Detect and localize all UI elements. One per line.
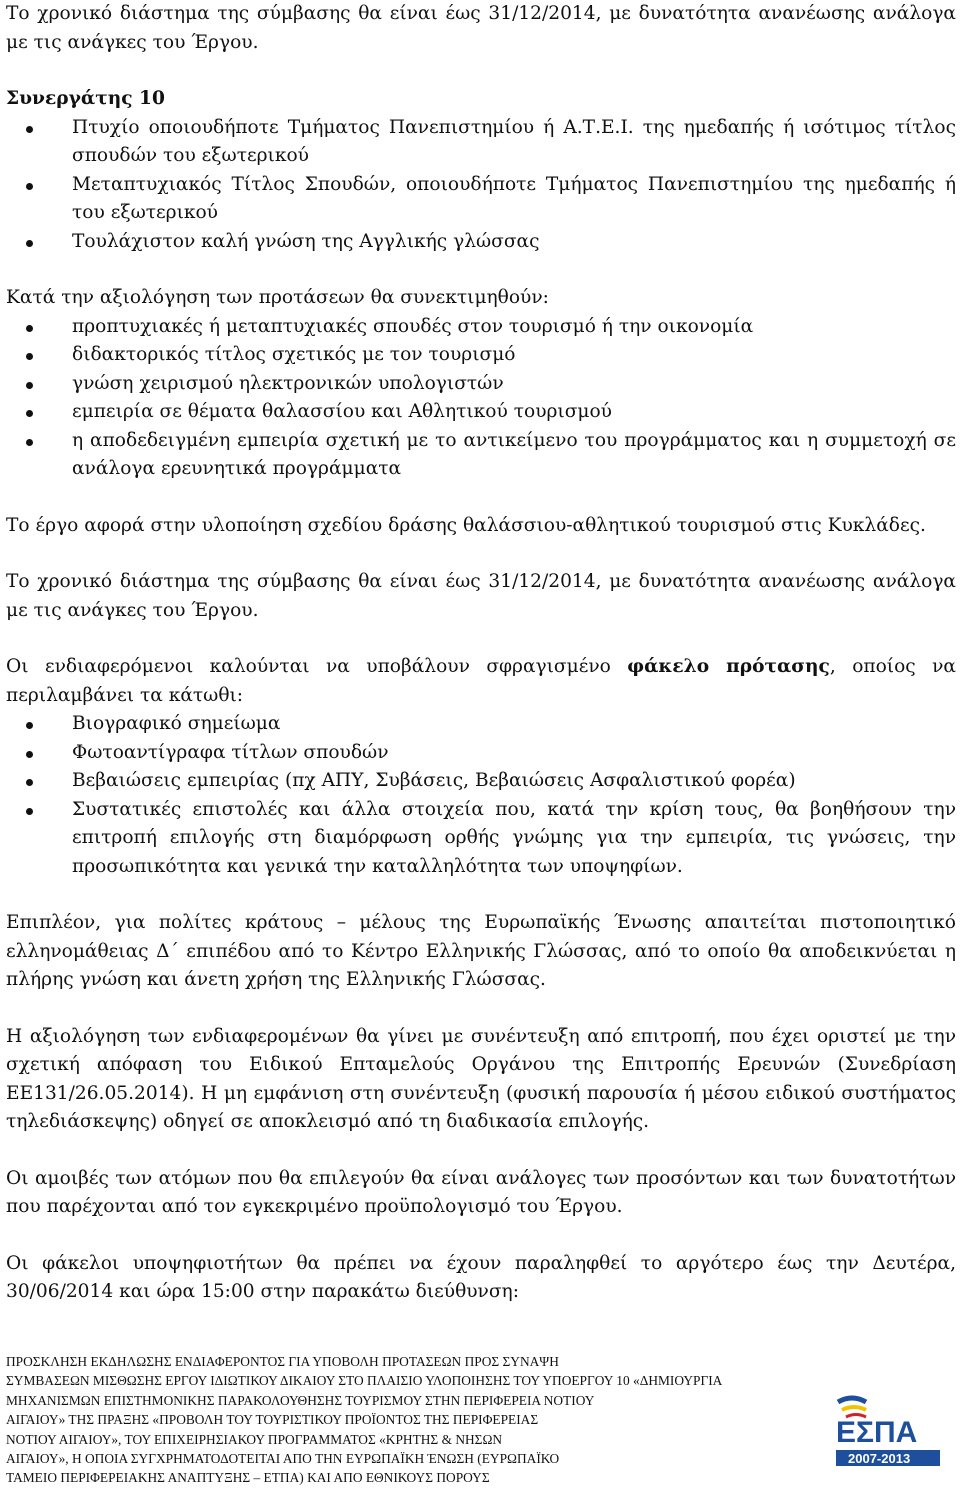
document-page bbox=[6, 0, 956, 1307]
list-item: η αποδεδειγμένη εμπειρία σχετική με το αντικείμενο του προγράμματος και η συμμετοχή σε ανάλογα ερευνητικά προγράμματα bbox=[6, 427, 956, 484]
list-item: διδακτορικός τίτλος σχετικός με τον τουρισμό bbox=[6, 341, 956, 370]
list-item: Συστατικές επιστολές και άλλα στοιχεία που, κατά την κρίση τους, θα βοηθήσουν την επιτροπή επιλογής στη διαμόρφωση ορθής γνώμης για την εμπειρία, τις γνώσεις, την προσωπικότητα και γενικά την καταλληλότητα των υποψηφίων. bbox=[6, 796, 956, 882]
evaluation-list bbox=[6, 313, 956, 484]
footer-line: ΣΥΜΒΑΣΕΩΝ ΜΙΣΘΩΣΗΣ ΕΡΓΟΥ ΙΔΙΩΤΙΚΟΥ ΔΙΚΑΙΟΥ ΣΤΟ ΠΛΑΙΣΙΟ ΥΛΟΠΟΙΗΣΗΣ ΤΟΥ ΥΠΟΕΡΓΟΥ 10 «ΔΗΜΙΟΥΡΓΙΑ bbox=[6, 1373, 723, 1389]
bullet-icon bbox=[26, 410, 33, 417]
footer-line: ΑΙΓΑΙΟΥ» ΤΗΣ ΠΡΑΞΗΣ «ΠΡΟΒΟΛΗ ΤΟΥ ΤΟΥΡΙΣΤΙΚΟΥ ΠΡΟΪΟΝΤΟΣ ΤΗΣ ΠΕΡΙΦΕΡΕΙΑΣ bbox=[6, 1412, 539, 1428]
bullet-icon bbox=[26, 439, 33, 446]
list-item: Μεταπτυχιακός Τίτλος Σπουδών, οποιουδήποτε Τμήματος Πανεπιστημίου της ημεδαπής ή του εξωτερικού bbox=[6, 171, 956, 228]
footer-line: ΤΑΜΕΙΟ ΠΕΡΙΦΕΡΕΙΑΚΗΣ ΑΝΑΠΤΥΞΗΣ – ΕΤΠΑ) ΚΑΙ ΑΠΟ ΕΘΝΙΚΟΥΣ ΠΟΡΟΥΣ bbox=[6, 1470, 490, 1486]
footer-line: ΝΟΤΙΟΥ ΑΙΓΑΙΟΥ», ΤΟΥ ΕΠΙΧΕΙΡΗΣΙΑΚΟΥ ΠΡΟΓΡΑΜΜΑΤΟΣ «ΚΡΗΤΗΣ & ΝΗΣΩΝ bbox=[6, 1431, 503, 1447]
submission-paragraph bbox=[6, 653, 956, 710]
duration-paragraph: Το χρονικό διάστημα της σύμβασης θα είναι έως 31/12/2014, με δυνατότητα ανανέωσης ανάλογα με τις ανάγκες του Έργου. bbox=[6, 571, 956, 621]
list-item: Τουλάχιστον καλή γνώση της Αγγλικής γλώσσας bbox=[6, 228, 956, 257]
evaluation-intro: Κατά την αξιολόγηση των προτάσεων θα συνεκτιμηθούν: bbox=[6, 287, 549, 308]
logo-text: ΕΣΠΑ bbox=[836, 1416, 918, 1449]
list-item: Φωτοαντίγραφα τίτλων σπουδών bbox=[6, 739, 956, 768]
footer-line: ΑΙΓΑΙΟΥ», Η ΟΠΟΙΑ ΣΥΓΧΡΗΜΑΤΟΔΟΤΕΙΤΑΙ ΑΠΟ ΤΗΝ ΕΥΡΩΠΑΪΚΗ ΈΝΩΣΗ (ΕΥΡΩΠΑΪΚΟ bbox=[6, 1451, 560, 1467]
list-item: Βιογραφικό σημείωμα bbox=[6, 710, 956, 739]
footer-line: ΠΡΟΣΚΛΗΣΗ ΕΚΔΗΛΩΣΗΣ ΕΝΔΙΑΦΕΡΟΝΤΟΣ ΓΙΑ ΥΠΟΒΟΛΗ ΠΡΟΤΑΣΕΩΝ ΠΡΟΣ ΣΥΝΑΨΗ bbox=[6, 1354, 559, 1369]
list-item: γνώση χειρισμού ηλεκτρονικών υπολογιστών bbox=[6, 370, 956, 399]
logo-years: 2007-2013 bbox=[848, 1451, 911, 1466]
bullet-icon bbox=[26, 779, 33, 786]
greek-language-paragraph: Επιπλέον, για πολίτες κράτους – μέλους της Ευρωπαϊκής Ένωσης απαιτείται πιστοποιητικό ελληνομάθειας Δ΄ επιπέδου από το Κέντρο Ελληνικής Γλώσσας, από το οποίο θα αποδεικνύεται η πλήρης γνώση και άνετη χρήση της Ελληνικής Γλώσσας. bbox=[6, 912, 956, 990]
intro-duration-paragraph: Το χρονικό διάστημα της σύμβασης θα είναι έως 31/12/2014, με δυνατότητα ανανέωσης ανάλογα με τις ανάγκες του Έργου. bbox=[6, 3, 956, 53]
deadline-paragraph: Οι φάκελοι υποψηφιοτήτων θα πρέπει να έχουν παραληφθεί το αργότερο έως την Δευτέρα, 30/06/2014 και ώρα 15:00 στην παρακάτω διεύθυνση: bbox=[6, 1252, 956, 1302]
bullet-icon bbox=[26, 183, 33, 190]
submission-bold-term: φάκελο πρότασης bbox=[627, 656, 830, 677]
list-item: εμπειρία σε θέματα θαλασσίου και Αθλητικού τουρισμού bbox=[6, 398, 956, 427]
bullet-icon bbox=[26, 240, 33, 247]
submission-text-after: , οποίος να περιλαμβάνει τα κάτωθι: bbox=[6, 656, 956, 706]
project-paragraph: Το έργο αφορά στην υλοποίηση σχεδίου δράσης θαλάσσιου-αθλητικού τουρισμού στις Κυκλάδες. bbox=[6, 514, 926, 536]
bullet-icon bbox=[26, 325, 33, 332]
footer-line: ΜΗΧΑΝΙΣΜΩΝ ΕΠΙΣΤΗΜΟΝΙΚΗΣ ΠΑΡΑΚΟΛΟΥΘΗΣΗΣ ΤΟΥΡΙΣΜΟΥ ΣΤΗΝ ΠΕΡΙΦΕΡΕΙΑ ΝΟΤΙΟΥ bbox=[6, 1392, 595, 1408]
bullet-icon bbox=[26, 722, 33, 729]
bullet-icon bbox=[26, 751, 33, 758]
bullet-icon bbox=[26, 353, 33, 360]
list-item: προπτυχιακές ή μεταπτυχιακές σπουδές στον τουρισμό ή την οικονομία bbox=[6, 313, 956, 342]
logo-blue-arc bbox=[838, 1398, 866, 1402]
list-item: Βεβαιώσεις εμπειρίας (πχ ΑΠΥ, Συβάσεις, Βεβαιώσεις Ασφαλιστικού φορέα) bbox=[6, 767, 956, 796]
espa-logo bbox=[832, 1392, 944, 1470]
fees-paragraph: Οι αμοιβές των ατόμων που θα επιλεγούν θα είναι ανάλογες των προσόντων και των δυνατοτήτων που παρέχονται από τον εγκεκριμένο προϋπολογισμό του Έργου. bbox=[6, 1167, 956, 1217]
bullet-icon bbox=[26, 126, 33, 133]
list-item: Πτυχίο οποιουδήποτε Τμήματος Πανεπιστημίου ή Α.Τ.Ε.Ι. της ημεδαπής ή ισότιμος τίτλος σπουδών του εξωτερικού bbox=[6, 114, 956, 171]
page-footer bbox=[6, 1352, 806, 1488]
requirements-list bbox=[6, 114, 956, 257]
partner-heading: Συνεργάτης 10 bbox=[6, 88, 165, 109]
submission-text-before: Οι ενδιαφερόμενοι καλούνται να υποβάλουν σφραγισμένο bbox=[6, 656, 628, 677]
bullet-icon bbox=[26, 382, 33, 389]
logo-yellow-arc bbox=[842, 1407, 866, 1410]
submission-list bbox=[6, 710, 956, 881]
bullet-icon bbox=[26, 808, 33, 815]
interview-paragraph: Η αξιολόγηση των ενδιαφερομένων θα γίνει με συνέντευξη από επιτροπή, που έχει οριστεί με την σχετική απόφαση του Ειδικού Επταμελούς Οργάνου της Επιτροπής Ερευνών (Συνεδρίαση ΕΕ131/26.05.2014). Η μη εμφάνιση στη συνέντευξη (φυσική παρουσία ή μέσου ειδικού συστήματος τηλεδιάσκεψης) οδηγεί σε αποκλεισμό από τη διαδικασία επιλογής. bbox=[6, 1025, 956, 1132]
